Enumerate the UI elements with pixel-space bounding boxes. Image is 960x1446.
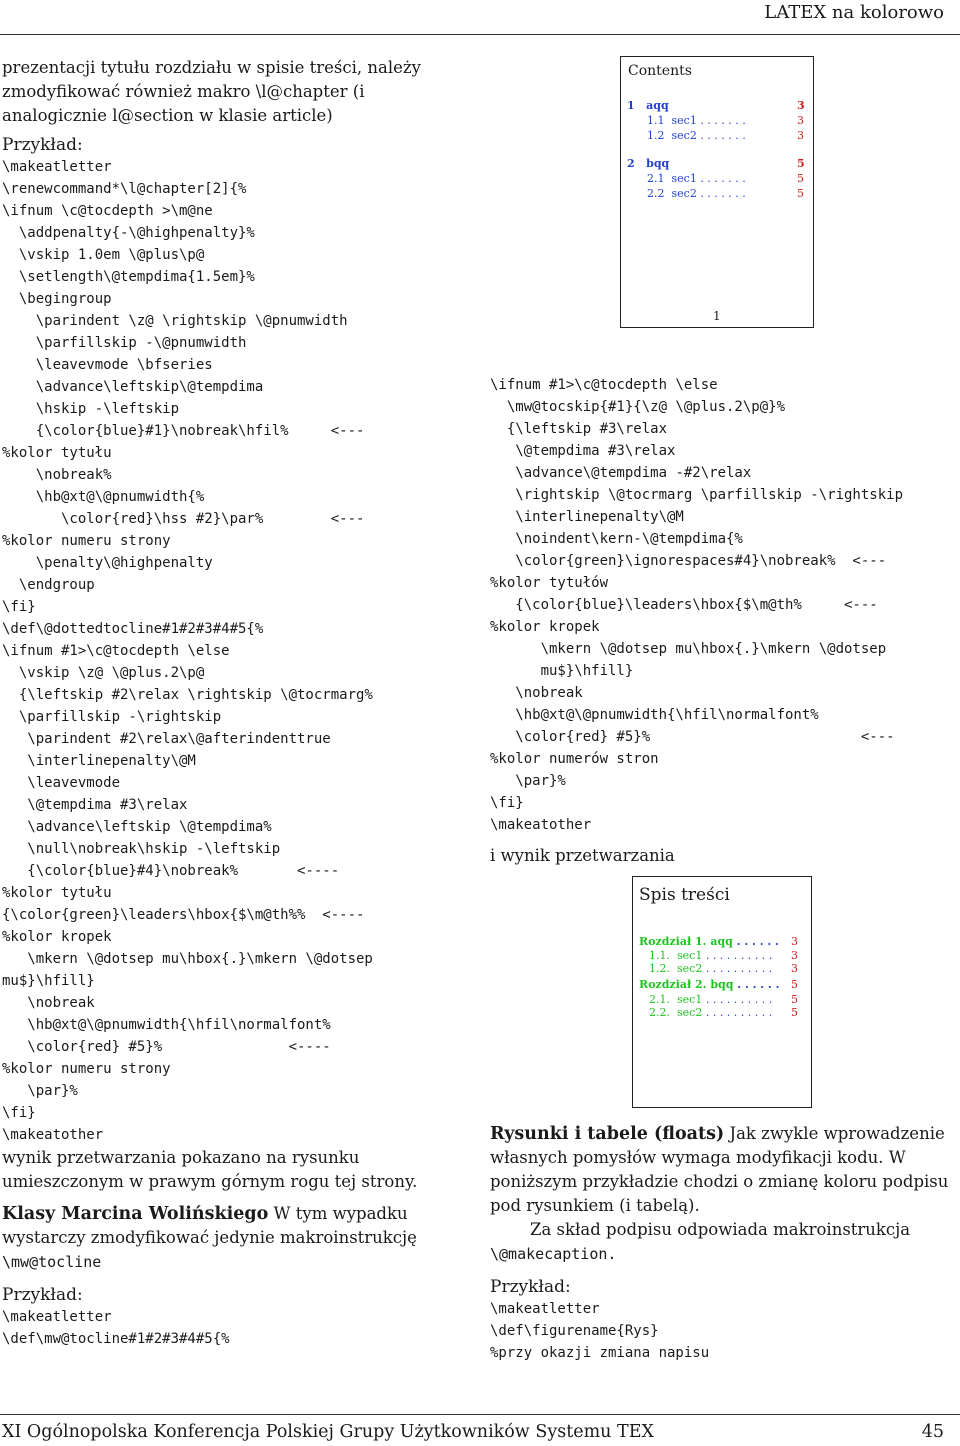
contents-title: Spis treści xyxy=(639,885,730,905)
toc-page: 5 xyxy=(791,978,798,991)
footer-rule xyxy=(0,1414,960,1415)
floats-paragraph-2 xyxy=(490,1218,956,1266)
floats-text-2: Za skład podpisu odpowiada makroinstrukcja xyxy=(530,1220,911,1239)
figure-contents-mwcls xyxy=(632,876,812,1108)
toc-entry: 1.2 sec2 . . . . . . . xyxy=(647,129,746,142)
code-block-mwtocline: \makeatletter \def\mw@tocline#1#2#3#4#5{% xyxy=(2,1309,230,1347)
toc-page: 3 xyxy=(791,935,798,948)
result-paragraph: wynik przetwarzania pokazano na rysunku umieszczonym w prawym górnym rogu tej strony. xyxy=(2,1148,418,1191)
figure-page-number: 1 xyxy=(713,309,721,323)
toc-entry: 2 bqq xyxy=(627,157,670,170)
conference-name: XI Ogólnopolska Konferencja Polskiej Grupy Użytkowników Systemu TEX xyxy=(2,1422,654,1442)
section-heading: Klasy Marcina Wolińskiego xyxy=(2,1204,269,1224)
running-title: LATEX na kolorowo xyxy=(764,2,944,23)
result-label: i wynik przetwarzania xyxy=(490,846,675,865)
code-block-chapter: \makeatletter \renewcommand*\l@chapter[2]{% \ifnum \c@tocdepth >\m@ne \addpenalty{-\@highpenalty}% \vskip 1.0em \@plus\p@ \setlength\@tempdima{1.5em}% \begingroup \parindent \z@ \rightskip \@pnumwidth \parfillskip -\@pnumwidth \leavevmode \bfseries \advance\leftskip\@tempdima \hskip -\leftskip {\color{blue}#1}\nobreak\hfil% <--- %kolor tytułu \nobreak% \hb@xt@\@pnumwidth{% \color{red}\hss #2}\par% <--- %kolor numeru strony \penalty\@highpenalty \endgroup \fi} \def\@dottedtocline#1#2#3#4#5{% \ifnum #1>\c@tocdepth \else \vskip \z@ \@plus.2\p@ {\leftskip #2\relax \rightskip \@tocrmarg% \parfillskip -\rightskip \parindent #2\relax\@afterindenttrue \interlinepenalty\@M \leavevmode \@tempdima #3\relax \advance\leftskip \@tempdima% \null\nobreak\hskip -\leftskip {\color{blue}#4}\nobreak% <---- %kolor tytułu {\color{green}\leaders\hbox{$\m@th%% <---- %kolor kropek \mkern \@dotsep mu\hbox{.}\mkern \@dotsep mu$}\hfill} \nobreak \hb@xt@\@pnumwidth{\hfil\normalfont% \color{red} #5}% <---- %kolor numeru strony \par}% \fi} \makeatother xyxy=(2,159,373,1143)
example-label-3: Przykład: xyxy=(490,1277,571,1297)
intro-paragraph: prezentacji tytułu rozdziału w spisie treści, należy zmodyfikować również makro \l@chapter (i analogicznie l@section w klasie article) xyxy=(2,58,421,125)
contents-title: Contents xyxy=(628,63,692,79)
toc-page: 3 xyxy=(797,99,805,112)
toc-entry: 1.2. sec2 . . . . . . . . . . xyxy=(649,962,773,975)
toc-page: 5 xyxy=(797,172,804,185)
code-block-figurename: \makeatletter \def\figurename{Rys} %przy okazji zmiana napisu xyxy=(490,1301,710,1361)
toc-entry: 1 aqq xyxy=(627,99,669,112)
toc-page: 5 xyxy=(791,993,798,1006)
toc-entry: Rozdział 2. bqq . . . . . . xyxy=(639,978,780,991)
toc-entry: 2.2. sec2 . . . . . . . . . . xyxy=(649,1006,773,1019)
page-header xyxy=(0,0,960,35)
example-label: Przykład: xyxy=(2,135,83,155)
toc-entry: 1.1. sec1 . . . . . . . . . . xyxy=(649,949,773,962)
floats-heading: Rysunki i tabele (floats) xyxy=(490,1124,725,1144)
toc-entry: 2.1. sec1 . . . . . . . . . . xyxy=(649,993,773,1006)
toc-entry: 2.2 sec2 . . . . . . . xyxy=(647,187,746,200)
toc-page: 3 xyxy=(791,949,798,962)
toc-entry: Rozdział 1. aqq . . . . . . xyxy=(639,935,779,948)
makecaption-macro: \@makecaption. xyxy=(490,1245,617,1263)
toc-page: 3 xyxy=(791,962,798,975)
toc-page: 5 xyxy=(791,1006,798,1019)
page-number: 45 xyxy=(921,1422,944,1442)
toc-page: 3 xyxy=(797,114,804,127)
section-text: W tym wypadku wystarczy zmodyfikować jedynie makroinstrukcję xyxy=(2,1204,417,1247)
floats-text: Jak zwykle wprowadzenie własnych pomysłów wymaga modyfikacji kodu. W poniższym przykładzie chodzi o zmianę koloru podpisu pod rysunkiem (i tabelą). xyxy=(490,1124,949,1215)
figure-contents-default xyxy=(620,56,814,328)
left-column xyxy=(2,56,462,1350)
toc-page: 5 xyxy=(797,157,805,170)
section-paragraph xyxy=(2,1202,462,1274)
toc-page: 5 xyxy=(797,187,804,200)
section-macro: \mw@tocline xyxy=(2,1253,102,1271)
right-column-lower xyxy=(490,1122,956,1364)
right-column xyxy=(490,374,956,868)
toc-entry: 1.1 sec1 . . . . . . . xyxy=(647,114,746,127)
code-block-mwtocline-body: \ifnum #1>\c@tocdepth \else \mw@tocskip{#1}{\z@ \@plus.2\p@}% {\leftskip #3\relax \@tempdima #3\relax \advance\@tempdima -#2\relax \rightskip \@tocrmarg \parfillskip -\rightskip \interlinepenalty\@M \noindent\kern-\@tempdima{% \color{green}\ignorespaces#4}\nobreak% <--- %kolor tytułów {\color{blue}\leaders\hbox{$\m@th% <--- %kolor kropek \mkern \@dotsep mu\hbox{.}\mkern \@dotsep mu$}\hfill} \nobreak \hb@xt@\@pnumwidth{\hfil\normalfont% \color{red} #5}% <--- %kolor numerów stron \par}% \fi} \makeatother xyxy=(490,377,904,833)
example-label-2: Przykład: xyxy=(2,1285,83,1305)
page-footer xyxy=(0,1414,960,1446)
floats-paragraph xyxy=(490,1122,956,1218)
toc-entry: 2.1 sec1 . . . . . . . xyxy=(647,172,746,185)
toc-page: 3 xyxy=(797,129,804,142)
